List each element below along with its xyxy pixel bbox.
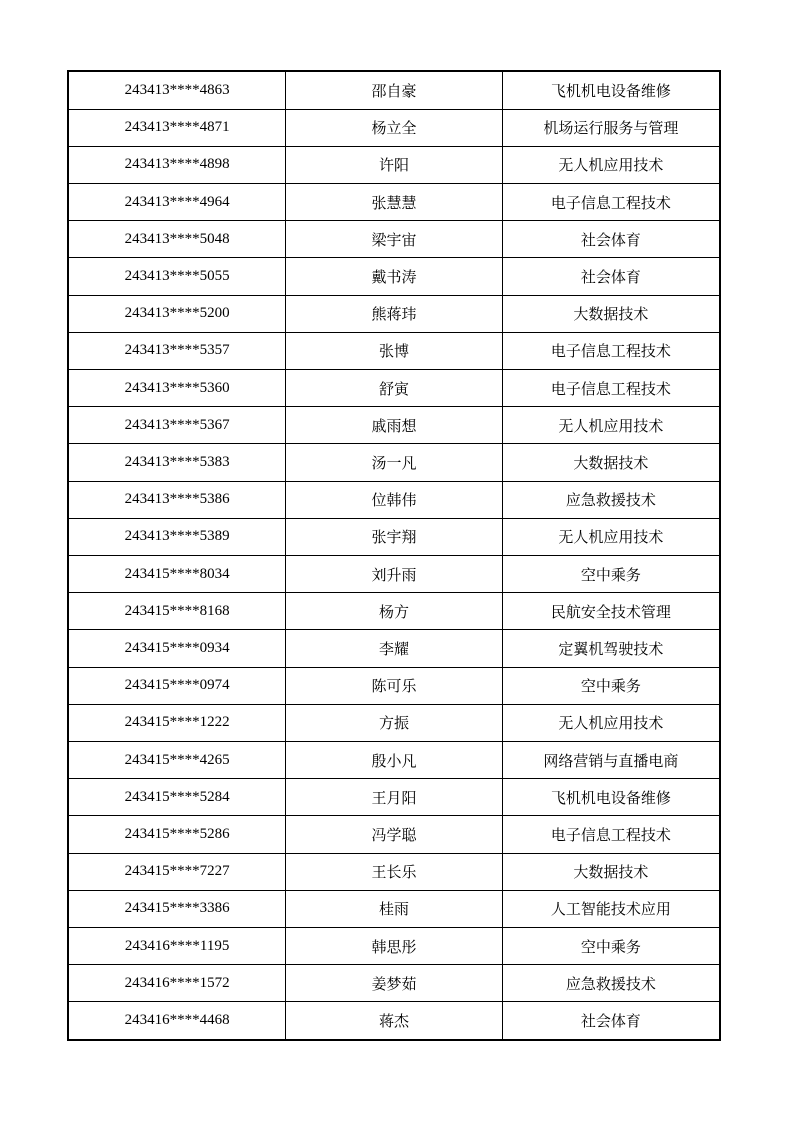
id-cell: 243413****5386 xyxy=(68,481,286,518)
id-cell: 243413****4964 xyxy=(68,183,286,220)
name-cell: 李耀 xyxy=(286,630,502,667)
id-cell: 243415****5286 xyxy=(68,816,286,853)
table-row xyxy=(68,593,720,630)
id-cell: 243415****0934 xyxy=(68,630,286,667)
id-cell: 243416****4468 xyxy=(68,1002,286,1040)
name-cell: 方振 xyxy=(286,704,502,741)
major-cell: 定翼机驾驶技术 xyxy=(502,630,720,667)
major-cell: 无人机应用技术 xyxy=(502,407,720,444)
table-row xyxy=(68,928,720,965)
name-cell: 陈可乐 xyxy=(286,667,502,704)
name-cell: 邵自豪 xyxy=(286,71,502,109)
table-row xyxy=(68,853,720,890)
name-cell: 刘升雨 xyxy=(286,555,502,592)
name-cell: 杨立全 xyxy=(286,109,502,146)
major-cell: 飞机机电设备维修 xyxy=(502,71,720,109)
id-cell: 243415****8034 xyxy=(68,555,286,592)
table-row xyxy=(68,146,720,183)
major-cell: 大数据技术 xyxy=(502,853,720,890)
table-row xyxy=(68,109,720,146)
name-cell: 姜梦茹 xyxy=(286,965,502,1002)
id-cell: 243413****5048 xyxy=(68,221,286,258)
name-cell: 殷小凡 xyxy=(286,742,502,779)
table-row xyxy=(68,779,720,816)
table-row xyxy=(68,1002,720,1040)
id-cell: 243413****5055 xyxy=(68,258,286,295)
student-roster-table xyxy=(67,70,721,1041)
name-cell: 桂雨 xyxy=(286,890,502,927)
name-cell: 杨方 xyxy=(286,593,502,630)
table-row xyxy=(68,518,720,555)
major-cell: 社会体育 xyxy=(502,1002,720,1040)
name-cell: 戚雨想 xyxy=(286,407,502,444)
id-cell: 243413****5389 xyxy=(68,518,286,555)
name-cell: 舒寅 xyxy=(286,369,502,406)
table-row xyxy=(68,295,720,332)
id-cell: 243413****5383 xyxy=(68,444,286,481)
name-cell: 许阳 xyxy=(286,146,502,183)
table-row xyxy=(68,630,720,667)
id-cell: 243413****5200 xyxy=(68,295,286,332)
table-row xyxy=(68,667,720,704)
major-cell: 无人机应用技术 xyxy=(502,146,720,183)
id-cell: 243416****1572 xyxy=(68,965,286,1002)
table-row xyxy=(68,332,720,369)
table-row xyxy=(68,183,720,220)
name-cell: 蒋杰 xyxy=(286,1002,502,1040)
major-cell: 机场运行服务与管理 xyxy=(502,109,720,146)
major-cell: 空中乘务 xyxy=(502,928,720,965)
table-row xyxy=(68,481,720,518)
table-row xyxy=(68,258,720,295)
id-cell: 243413****5357 xyxy=(68,332,286,369)
name-cell: 熊蒋玮 xyxy=(286,295,502,332)
id-cell: 243415****0974 xyxy=(68,667,286,704)
table-row xyxy=(68,71,720,109)
major-cell: 民航安全技术管理 xyxy=(502,593,720,630)
table-row xyxy=(68,816,720,853)
id-cell: 243415****8168 xyxy=(68,593,286,630)
major-cell: 应急救援技术 xyxy=(502,481,720,518)
id-cell: 243413****4898 xyxy=(68,146,286,183)
name-cell: 冯学聪 xyxy=(286,816,502,853)
id-cell: 243416****1195 xyxy=(68,928,286,965)
name-cell: 张慧慧 xyxy=(286,183,502,220)
name-cell: 汤一凡 xyxy=(286,444,502,481)
table-row xyxy=(68,742,720,779)
major-cell: 应急救援技术 xyxy=(502,965,720,1002)
id-cell: 243415****3386 xyxy=(68,890,286,927)
table-row xyxy=(68,221,720,258)
major-cell: 社会体育 xyxy=(502,221,720,258)
id-cell: 243415****7227 xyxy=(68,853,286,890)
major-cell: 大数据技术 xyxy=(502,295,720,332)
name-cell: 张宇翔 xyxy=(286,518,502,555)
name-cell: 王月阳 xyxy=(286,779,502,816)
name-cell: 戴书涛 xyxy=(286,258,502,295)
id-cell: 243415****1222 xyxy=(68,704,286,741)
id-cell: 243415****4265 xyxy=(68,742,286,779)
major-cell: 社会体育 xyxy=(502,258,720,295)
table-row xyxy=(68,704,720,741)
major-cell: 无人机应用技术 xyxy=(502,704,720,741)
name-cell: 王长乐 xyxy=(286,853,502,890)
table-row xyxy=(68,444,720,481)
major-cell: 人工智能技术应用 xyxy=(502,890,720,927)
major-cell: 电子信息工程技术 xyxy=(502,816,720,853)
major-cell: 大数据技术 xyxy=(502,444,720,481)
name-cell: 张博 xyxy=(286,332,502,369)
name-cell: 梁宇宙 xyxy=(286,221,502,258)
major-cell: 电子信息工程技术 xyxy=(502,332,720,369)
name-cell: 韩思彤 xyxy=(286,928,502,965)
major-cell: 飞机机电设备维修 xyxy=(502,779,720,816)
major-cell: 空中乘务 xyxy=(502,555,720,592)
id-cell: 243413****4863 xyxy=(68,71,286,109)
table-row xyxy=(68,369,720,406)
table-row xyxy=(68,890,720,927)
table-row xyxy=(68,555,720,592)
id-cell: 243415****5284 xyxy=(68,779,286,816)
major-cell: 无人机应用技术 xyxy=(502,518,720,555)
name-cell: 位韩伟 xyxy=(286,481,502,518)
major-cell: 电子信息工程技术 xyxy=(502,183,720,220)
major-cell: 网络营销与直播电商 xyxy=(502,742,720,779)
id-cell: 243413****5367 xyxy=(68,407,286,444)
major-cell: 电子信息工程技术 xyxy=(502,369,720,406)
table-body xyxy=(68,71,720,1040)
id-cell: 243413****5360 xyxy=(68,369,286,406)
table-row xyxy=(68,965,720,1002)
major-cell: 空中乘务 xyxy=(502,667,720,704)
id-cell: 243413****4871 xyxy=(68,109,286,146)
table-row xyxy=(68,407,720,444)
